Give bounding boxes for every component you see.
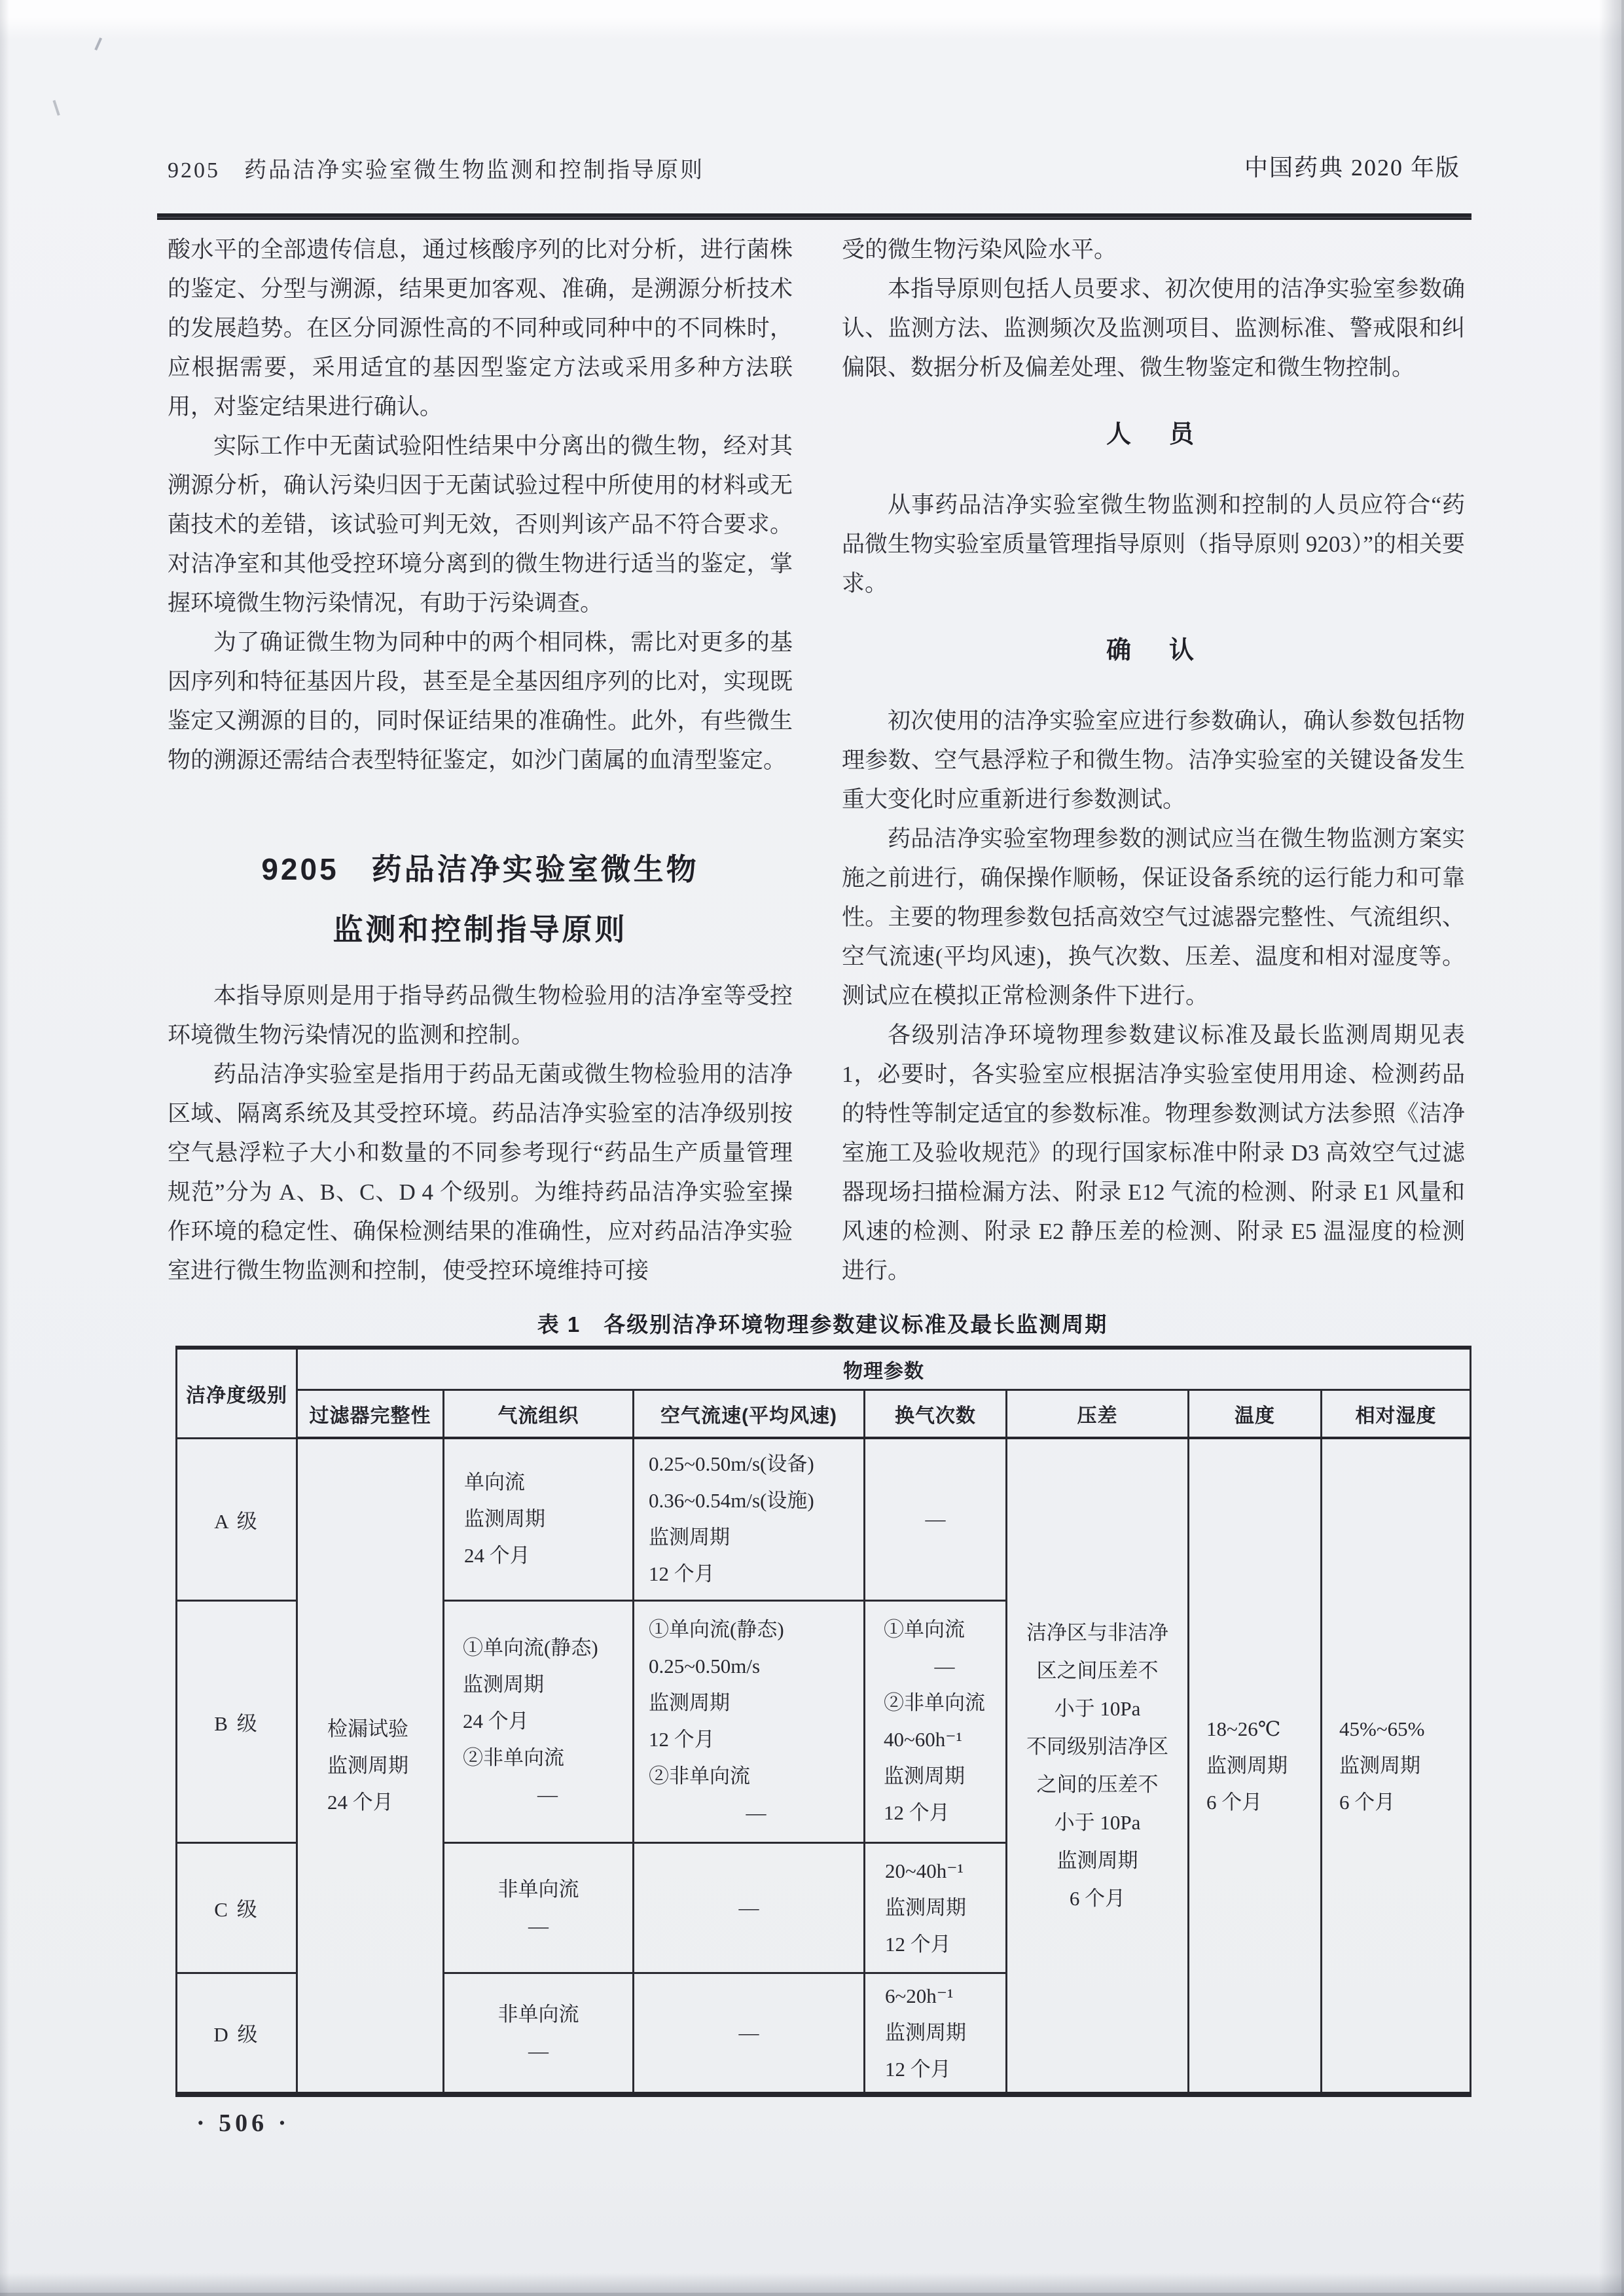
col-header-cleanliness-level: 洁净度级别 [177,1348,297,1438]
cell-b-velocity: ①单向流(静态) 0.25~0.50m/s 监测周期 12 个月 ②非单向流 — [634,1600,865,1842]
paragraph: 受的微生物污染风险水平。 [842,237,1117,262]
header-rule [157,213,1471,220]
paragraph: 从事药品洁净实验室微生物监测和控制的人员应符合“药品微生物实验室质量管理指导原则（指导原则 9203）”的相关要求。 [842,492,1465,596]
table-row-grade-a [177,1438,1471,1600]
col-header-pressure-diff: 压差 [1007,1390,1189,1438]
right-column-confirmation-1 [842,702,1465,819]
right-column-intro [842,230,1465,387]
col-header-filter-integrity: 过滤器完整性 [297,1390,444,1438]
cell-d-airflow: 非单向流 — [444,1973,634,2094]
cell-humidity: 45%~65% 监测周期 6 个月 [1322,1438,1471,2094]
cell-c-air-changes: 20~40h⁻¹ 监测周期 12 个月 [865,1842,1007,1973]
left-column-top [168,230,793,780]
cell-a-velocity: 0.25~0.50m/s(设备) 0.36~0.54m/s(设施) 监测周期 12 个月 [634,1438,865,1600]
document-title-line1: 9205 药品洁净实验室微生物 [261,852,699,886]
running-header-left: 9205 药品洁净实验室微生物监测和控制指导原则 [168,158,704,183]
paragraph: 初次使用的洁净实验室应进行参数确认，确认参数包括物理参数、空气悬浮粒子和微生物。洁净实验室的关键设备发生重大变化时应重新进行参数测试。 [842,708,1465,812]
cell-a-air-changes: — [865,1438,1007,1600]
col-header-airflow-pattern: 气流组织 [444,1390,634,1438]
left-column-bottom [168,977,793,1291]
cell-a-airflow: 单向流 监测周期 24 个月 [444,1438,634,1600]
section-heading-personnel: 人 员 [1106,421,1200,448]
cell-temperature: 18~26℃ 监测周期 6 个月 [1189,1438,1322,2094]
paragraph: 为了确证微生物为同种中的两个相同株，需比对更多的基因序列和特征基因片段，甚至是全基因组序列的比对，实现既鉴定又溯源的目的，同时保证结果的准确性。此外，有些微生物的溯源还需结合表型特征鉴定，如沙门菌属的血清型鉴定。 [168,630,793,773]
paragraph: 药品洁净实验室是指用于药品无菌或微生物检验用的洁净区域、隔离系统及其受控环境。药品洁净实验室的洁净级别按空气悬浮粒子大小和数量的不同参考现行“药品生产质量管理规范”分为 A、B、C、D 4 个级别。为维持药品洁净实验室操作环境的稳定性、确保检测结果的准确性，应对药品洁净实验室进行微生物监测和控制，使受控环境维持可接 [168,1062,793,1283]
scan-edge-left [0,0,9,2296]
cell-d-velocity: — [634,1973,865,2094]
scan-edge-bottom [0,2273,1624,2296]
col-header-temperature: 温度 [1189,1390,1322,1438]
paragraph: 药品洁净实验室物理参数的测试应当在微生物监测方案实施之前进行，确保操作顺畅，保证设备系统的运行能力和可靠性。主要的物理参数包括高效空气过滤器完整性、气流组织、空气流速(平均风速)，换气次数、压差、温度和相对湿度等。测试应在模拟正常检测条件下进行。 [842,826,1465,1009]
right-column-personnel [842,486,1465,603]
col-header-humidity: 相对湿度 [1322,1390,1471,1438]
cell-level-b: B 级 [177,1600,297,1842]
paragraph: 本指导原则包括人员要求、初次使用的洁净实验室参数确认、监测方法、监测频次及监测项目、监测标准、警戒限和纠偏限、数据分析及偏差处理、微生物鉴定和微生物控制。 [842,276,1465,380]
cell-filter-integrity: 检漏试验 监测周期 24 个月 [297,1438,444,2094]
running-header-right: 中国药典 2020 年版 [1244,154,1460,181]
col-header-air-changes: 换气次数 [865,1390,1007,1438]
paragraph: 实际工作中无菌试验阳性结果中分离出的微生物，经对其溯源分析，确认污染归因于无菌试验过程中所使用的材料或无菌技术的差错，该试验可判无效，否则判该产品不符合要求。对洁净室和其他受控环境分离到的微生物进行适当的鉴定，掌握环境微生物污染情况，有助于污染调查。 [168,433,793,616]
cell-b-air-changes: ①单向流 — ②非单向流 40~60h⁻¹ 监测周期 12 个月 [865,1600,1007,1842]
cell-c-airflow: 非单向流 — [444,1842,634,1973]
paragraph: 各级别洁净环境物理参数建议标准及最长监测周期见表 1，必要时，各实验室应根据洁净实验室使用用途、检测药品的特性等制定适宜的参数标准。物理参数测试方法参照《洁净室施工及验收规范》的现行国家标准中附录 D3 高效空气过滤器现场扫描检漏方法、附录 E12 气流的检测、附录 E1 风量和风速的检测、附录 E2 静压差的检测、附录 E5 温湿度的检测进行。 [842,1022,1465,1283]
cell-level-c: C 级 [177,1842,297,1973]
pen-mark [94,37,104,52]
cell-d-air-changes: 6~20h⁻¹ 监测周期 12 个月 [865,1973,1007,2094]
table-1-physical-parameters [175,1346,1471,2097]
right-column-confirmation-3 [842,1016,1465,1291]
right-column-confirmation-2 [842,819,1465,1016]
col-header-air-velocity: 空气流速(平均风速) [634,1390,865,1438]
cell-b-airflow: ①单向流(静态) 监测周期 24 个月 ②非单向流 — [444,1600,634,1842]
cell-c-velocity: — [634,1842,865,1973]
section-heading-confirmation: 确 认 [1106,637,1200,664]
paragraph: 酸水平的全部遗传信息，通过核酸序列的比对分析，进行菌株的鉴定、分型与溯源，结果更加客观、准确，是溯源分析技术的发展趋势。在区分同源性高的不同种或同种中的不同株时，应根据需要，采用适宜的基因型鉴定方法或采用多种方法联用，对鉴定结果进行确认。 [168,237,793,420]
cell-level-a: A 级 [177,1438,297,1600]
paragraph: 本指导原则是用于指导药品微生物检验用的洁净室等受控环境微生物污染情况的监测和控制。 [168,983,793,1048]
document-title-line2: 监测和控制指导原则 [333,912,628,946]
cell-pressure-diff: 洁净区与非洁净 区之间压差不 小于 10Pa 不同级别洁净区 之间的压差不 小于 10Pa 监测周期 6 个月 [1007,1438,1189,2094]
cell-level-d: D 级 [177,1973,297,2094]
col-header-physical-params: 物理参数 [297,1348,1471,1390]
scan-edge-right [1599,0,1624,2296]
document-title [168,839,793,960]
page-number: · 506 · [196,2109,291,2137]
pen-mark [53,99,63,116]
table-caption: 表 1 各级别洁净环境物理参数建议标准及最长监测周期 [537,1312,1108,1336]
